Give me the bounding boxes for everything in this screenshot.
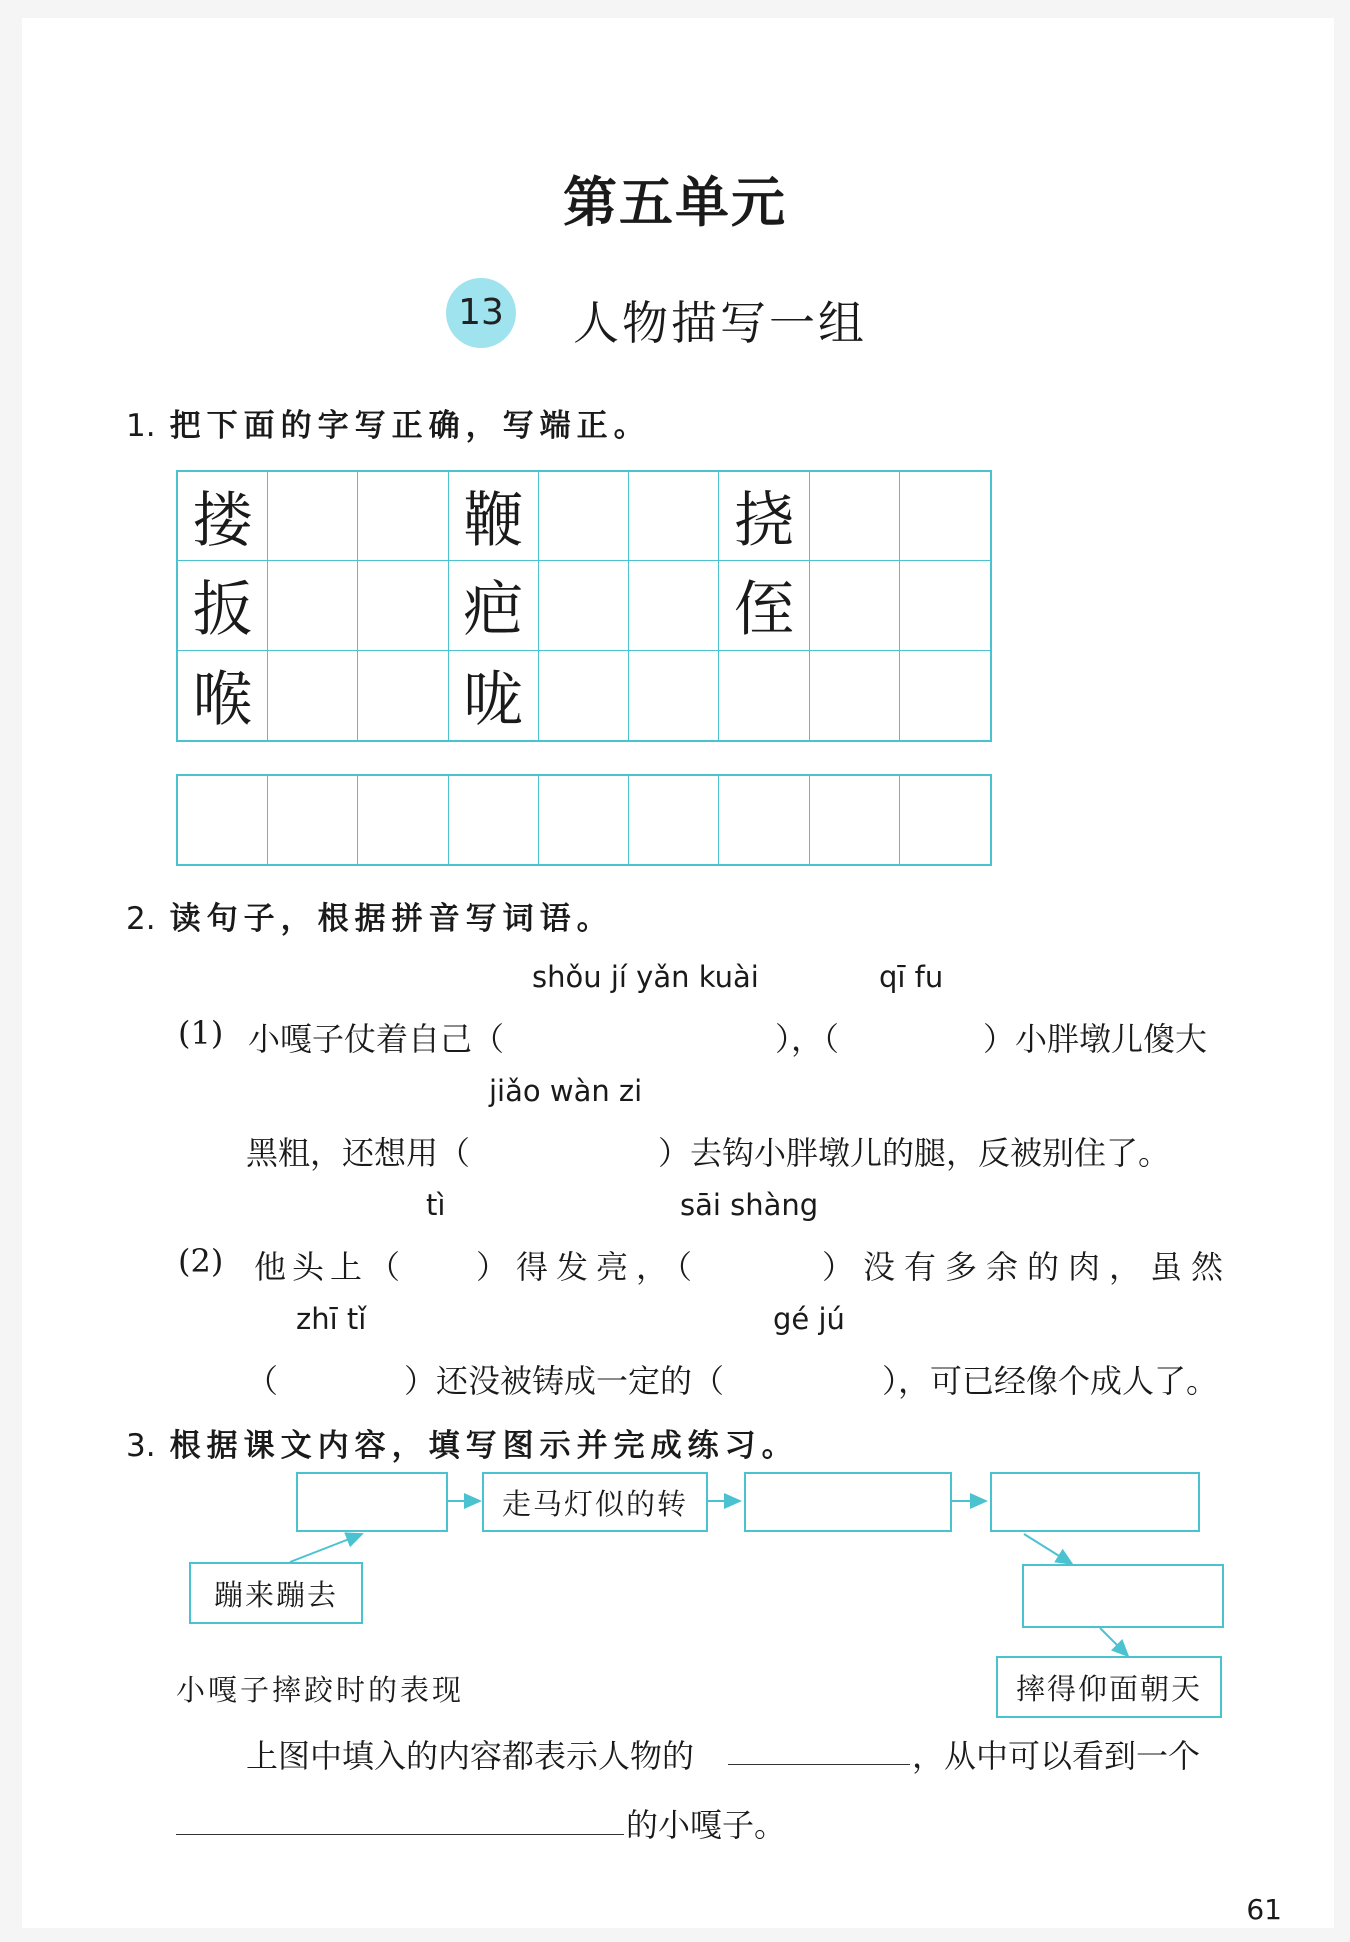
diagram-caption: 小嘎子摔跤时的表现	[176, 1673, 465, 1707]
sentence-text: 他头上（	[254, 1248, 407, 1286]
flow-box-shuaide: 摔得仰面朝天	[996, 1656, 1222, 1718]
flow-blank-box[interactable]	[296, 1472, 448, 1532]
grid-cell-char: 喉	[178, 651, 268, 740]
arrow	[1100, 1628, 1128, 1656]
answer-blank-line[interactable]	[728, 1764, 910, 1765]
sentence-text: 黑粗，还想用（	[246, 1134, 471, 1172]
grid-cell-char: 搂	[178, 472, 268, 561]
lesson-title: 人物描写一组	[573, 296, 867, 350]
fill-text: 的小嘎子。	[626, 1806, 787, 1844]
pinyin: zhī tǐ	[296, 1302, 367, 1336]
sentence-text: ）得发亮，（	[476, 1248, 701, 1286]
q1-title: 1. 把下面的字写正确，写端正。	[126, 408, 651, 444]
flow-box-benglai: 蹦来蹦去	[189, 1562, 363, 1624]
grid-cell-char: 侄	[719, 561, 809, 650]
flow-blank-box[interactable]	[1022, 1564, 1224, 1628]
lesson-number-badge: 13	[446, 278, 516, 348]
fill-text: ，从中可以看到一个	[912, 1737, 1201, 1775]
sentence-text: ）没有多余的肉，虽然	[822, 1248, 1233, 1286]
grid-cell-char: 扳	[178, 561, 268, 650]
grid-cell-char: 疤	[449, 561, 539, 650]
pinyin: sāi shàng	[680, 1188, 819, 1222]
unit-title: 第五单元	[563, 170, 787, 234]
pinyin: qī fu	[879, 960, 944, 994]
flow-blank-box[interactable]	[744, 1472, 952, 1532]
grid-cell-char: 挠	[719, 472, 809, 561]
q3-title: 3. 根据课文内容，填写图示并完成练习。	[126, 1428, 799, 1464]
fill-text: 上图中填入的内容都表示人物的	[246, 1737, 695, 1775]
pinyin: tì	[426, 1188, 446, 1222]
arrow	[1024, 1534, 1072, 1564]
grid-cell-char: 鞭	[449, 472, 539, 561]
q2-title: 2. 读句子，根据拼音写词语。	[126, 901, 614, 937]
grid-cell-char: 咙	[449, 651, 539, 740]
arrow	[290, 1534, 362, 1562]
sentence-text: ）还没被铸成一定的（	[404, 1362, 725, 1400]
flow-box-zoumadeng: 走马灯似的转	[482, 1472, 708, 1532]
pinyin: gé jú	[773, 1302, 845, 1336]
sentence-text: ）小胖墩儿傻大	[983, 1020, 1208, 1058]
pinyin: jiǎo wàn zi	[489, 1074, 643, 1108]
answer-blank-line[interactable]	[176, 1834, 624, 1835]
sentence-text: ）去钩小胖墩儿的腿，反被别住了。	[658, 1134, 1171, 1172]
flow-blank-box[interactable]	[990, 1472, 1200, 1532]
sentence-text: 小嘎子仗着自己（	[248, 1020, 505, 1058]
sentence-label: (1)	[178, 1014, 224, 1052]
sentence-text: （	[246, 1362, 279, 1400]
sentence-label: (2)	[178, 1242, 224, 1280]
sentence-text: ），可已经像个成人了。	[882, 1362, 1219, 1400]
sentence-text: ），（	[775, 1020, 840, 1058]
pinyin: shǒu jí yǎn kuài	[532, 960, 759, 994]
page-number: 61	[1246, 1893, 1282, 1926]
